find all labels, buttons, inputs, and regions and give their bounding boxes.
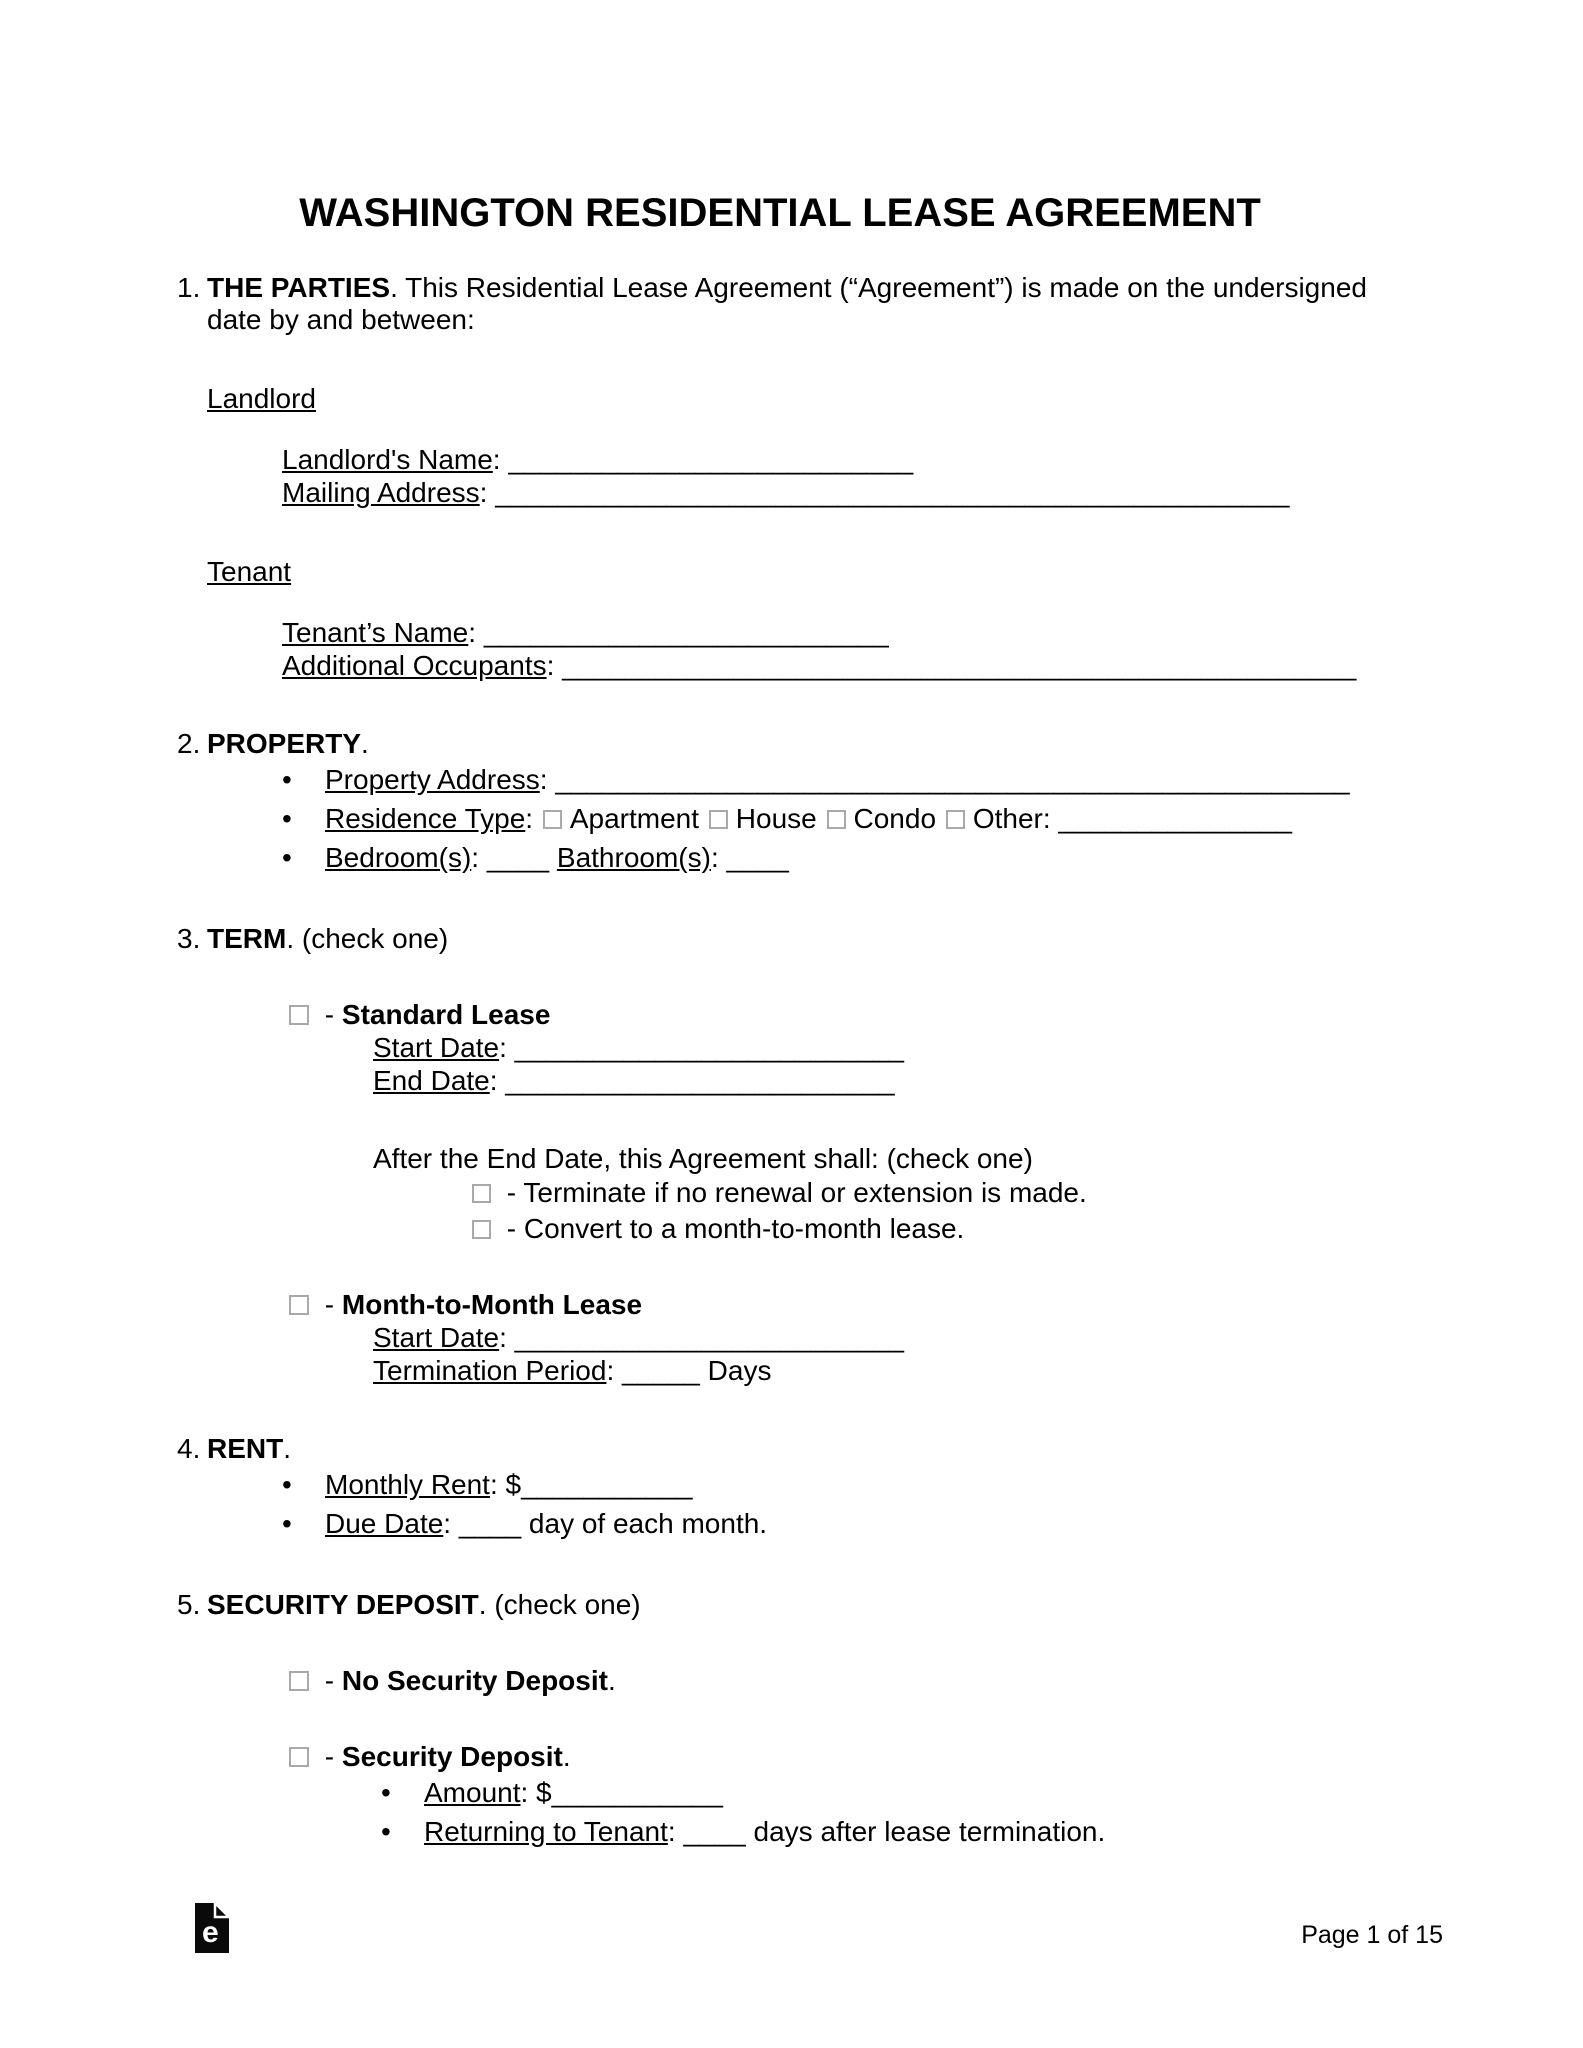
bathrooms-label: Bathroom(s) [556, 842, 711, 873]
section-property-number: 2. [177, 728, 201, 759]
deposit-returning-label: Returning to Tenant [424, 1816, 668, 1847]
monthly-rent-blank[interactable]: : $___________ [489, 1469, 693, 1500]
checkbox-standard-lease[interactable] [289, 1005, 309, 1025]
standard-lease-label: Standard Lease [341, 999, 551, 1030]
section-parties-body: . This Residential Lease Agreement (“Agreement”) is made on the undersigned date by and between: [207, 272, 1367, 335]
bullet-icon: • [381, 1816, 391, 1847]
mailing-address-field [282, 476, 1383, 509]
section-deposit-heading [177, 1589, 1383, 1621]
section-deposit-title: SECURITY DEPOSIT [207, 1589, 479, 1620]
property-address-item [177, 760, 1383, 799]
additional-occupants-blank[interactable]: : ___________________________________________________ [546, 650, 1357, 681]
termination-period-label: Termination Period [373, 1355, 607, 1386]
section-term-title: TERM [207, 923, 287, 954]
section-term-text [207, 923, 1383, 955]
checkbox-no-security-deposit[interactable] [289, 1671, 309, 1691]
bullet-icon: • [282, 1469, 292, 1500]
section-rent-heading [177, 1433, 1383, 1465]
residence-option-other[interactable]: Other: _______________ [972, 803, 1292, 834]
no-deposit-label: No Security Deposit [341, 1665, 608, 1696]
m2m-start-date-blank[interactable]: : _________________________ [499, 1322, 904, 1353]
standard-lease-fields [373, 1031, 1383, 1097]
section-rent-title: RENT [207, 1433, 284, 1464]
section-rent-number: 4. [177, 1433, 201, 1464]
section-term-heading [177, 923, 1383, 955]
deposit-amount-item [177, 1773, 1383, 1812]
section-rent-period: . [283, 1433, 292, 1464]
standard-end-date-field [373, 1064, 1383, 1097]
bedrooms-bathrooms-item [177, 838, 1383, 877]
month-to-month-label: Month-to-Month Lease [341, 1289, 643, 1320]
due-date-label: Due Date [325, 1508, 444, 1539]
section-property-title: PROPERTY [207, 728, 362, 759]
section-property-period: . [361, 728, 369, 759]
residence-type-item [177, 799, 1383, 838]
m2m-start-date-label: Start Date [373, 1322, 500, 1353]
landlord-name-blank[interactable]: : __________________________ [492, 444, 914, 475]
standard-start-date-label: Start Date [373, 1032, 500, 1063]
deposit-label: Security Deposit [341, 1741, 563, 1772]
deposit-period: . [562, 1741, 571, 1772]
residence-type-separator: : [525, 803, 541, 834]
checkbox-terminate[interactable] [472, 1184, 491, 1203]
termination-period-blank[interactable]: : _____ Days [606, 1355, 772, 1386]
standard-start-date-blank[interactable]: : _________________________ [499, 1032, 904, 1063]
deposit-bullets [177, 1773, 1383, 1851]
bullet-icon: • [282, 803, 292, 834]
page-number: Page 1 of 15 [1301, 1921, 1443, 1949]
tenant-subheading: Tenant [207, 556, 292, 587]
no-security-deposit-option [287, 1665, 1383, 1697]
bedrooms-label: Bedroom(s) [325, 842, 472, 873]
convert-option-text: - Convert to a month-to-month lease. [499, 1213, 965, 1244]
bathrooms-blank[interactable]: : ____ [710, 842, 789, 873]
tenant-name-blank[interactable]: : __________________________ [468, 617, 889, 648]
convert-option [470, 1211, 1383, 1247]
terminate-option-text: - Terminate if no renewal or extension is made. [499, 1177, 1087, 1208]
after-end-date-text: After the End Date, this Agreement shall: (check one) [373, 1143, 1033, 1174]
tenant-name-field [282, 616, 1383, 649]
section-parties-title: THE PARTIES [207, 272, 391, 303]
checkbox-apartment[interactable] [543, 810, 562, 829]
deposit-returning-item [177, 1812, 1383, 1851]
checkbox-other[interactable] [946, 810, 965, 829]
section-deposit-instruction: . (check one) [478, 1589, 641, 1620]
checkbox-security-deposit[interactable] [289, 1747, 309, 1767]
bullet-icon: • [282, 842, 292, 873]
bedrooms-blank[interactable]: : ____ [471, 842, 557, 873]
after-end-date-options [470, 1175, 1383, 1247]
checkbox-month-to-month[interactable] [289, 1295, 309, 1315]
bullet-icon: • [282, 1508, 292, 1539]
monthly-rent-label: Monthly Rent [325, 1469, 490, 1500]
landlord-name-field [282, 443, 1383, 476]
m2m-start-date-field [373, 1321, 1383, 1354]
month-to-month-fields [373, 1321, 1383, 1387]
section-term-number: 3. [177, 923, 201, 954]
terminate-option [470, 1175, 1383, 1211]
document-title: WASHINGTON RESIDENTIAL LEASE AGREEMENT [299, 191, 1261, 235]
security-deposit-option [287, 1741, 1383, 1773]
section-property-heading [177, 728, 1383, 760]
property-bullets [177, 760, 1383, 877]
standard-lease-option [287, 999, 1383, 1031]
standard-start-date-field [373, 1031, 1383, 1064]
deposit-amount-blank[interactable]: : $___________ [520, 1777, 723, 1808]
no-deposit-period: . [607, 1665, 616, 1696]
deposit-returning-blank[interactable]: : ____ days after lease termination. [667, 1816, 1106, 1847]
bullet-icon: • [282, 764, 292, 795]
standard-lease-dash: - [317, 999, 342, 1030]
residence-option-condo: Condo [853, 803, 937, 834]
residence-type-label: Residence Type [325, 803, 526, 834]
checkbox-condo[interactable] [827, 810, 846, 829]
standard-end-date-label: End Date [373, 1065, 490, 1096]
landlord-name-label: Landlord's Name [282, 444, 493, 475]
section-deposit-number: 5. [177, 1589, 201, 1620]
checkbox-convert[interactable] [472, 1220, 491, 1239]
deposit-amount-label: Amount [424, 1777, 521, 1808]
monthly-rent-item [177, 1465, 1383, 1504]
mailing-address-blank[interactable]: : ___________________________________________________ [479, 477, 1290, 508]
standard-end-date-blank[interactable]: : _________________________ [489, 1065, 895, 1096]
residence-option-apartment: Apartment [569, 803, 700, 834]
month-to-month-dash: - [317, 1289, 342, 1320]
deposit-dash: - [317, 1741, 342, 1772]
section-rent-text [207, 1433, 1383, 1465]
residence-option-house: House [735, 803, 817, 834]
rent-bullets [177, 1465, 1383, 1543]
property-address-label: Property Address [325, 764, 540, 795]
additional-occupants-label: Additional Occupants [282, 650, 547, 681]
section-deposit-text [207, 1589, 1383, 1621]
additional-occupants-field [282, 649, 1383, 682]
checkbox-house[interactable] [709, 810, 728, 829]
due-date-item [177, 1504, 1383, 1543]
landlord-fields [282, 443, 1383, 509]
logo-letter: e [202, 1916, 219, 1949]
tenant-fields [282, 616, 1383, 682]
eforms-logo-icon [195, 1903, 229, 1953]
mailing-address-label: Mailing Address [282, 477, 480, 508]
section-parties-heading [177, 272, 1383, 336]
property-address-blank[interactable]: : ___________________________________________________ [539, 764, 1350, 795]
tenant-name-label: Tenant’s Name [282, 617, 469, 648]
due-date-blank[interactable]: : ____ day of each month. [443, 1508, 768, 1539]
section-parties-text [207, 272, 1383, 336]
termination-period-field [373, 1354, 1383, 1387]
month-to-month-option [287, 1289, 1383, 1321]
section-term-instruction: . (check one) [286, 923, 449, 954]
no-deposit-dash: - [317, 1665, 342, 1696]
section-property-text [207, 728, 1383, 760]
section-parties-number: 1. [177, 272, 201, 303]
landlord-subheading: Landlord [207, 383, 316, 414]
bullet-icon: • [381, 1777, 391, 1808]
